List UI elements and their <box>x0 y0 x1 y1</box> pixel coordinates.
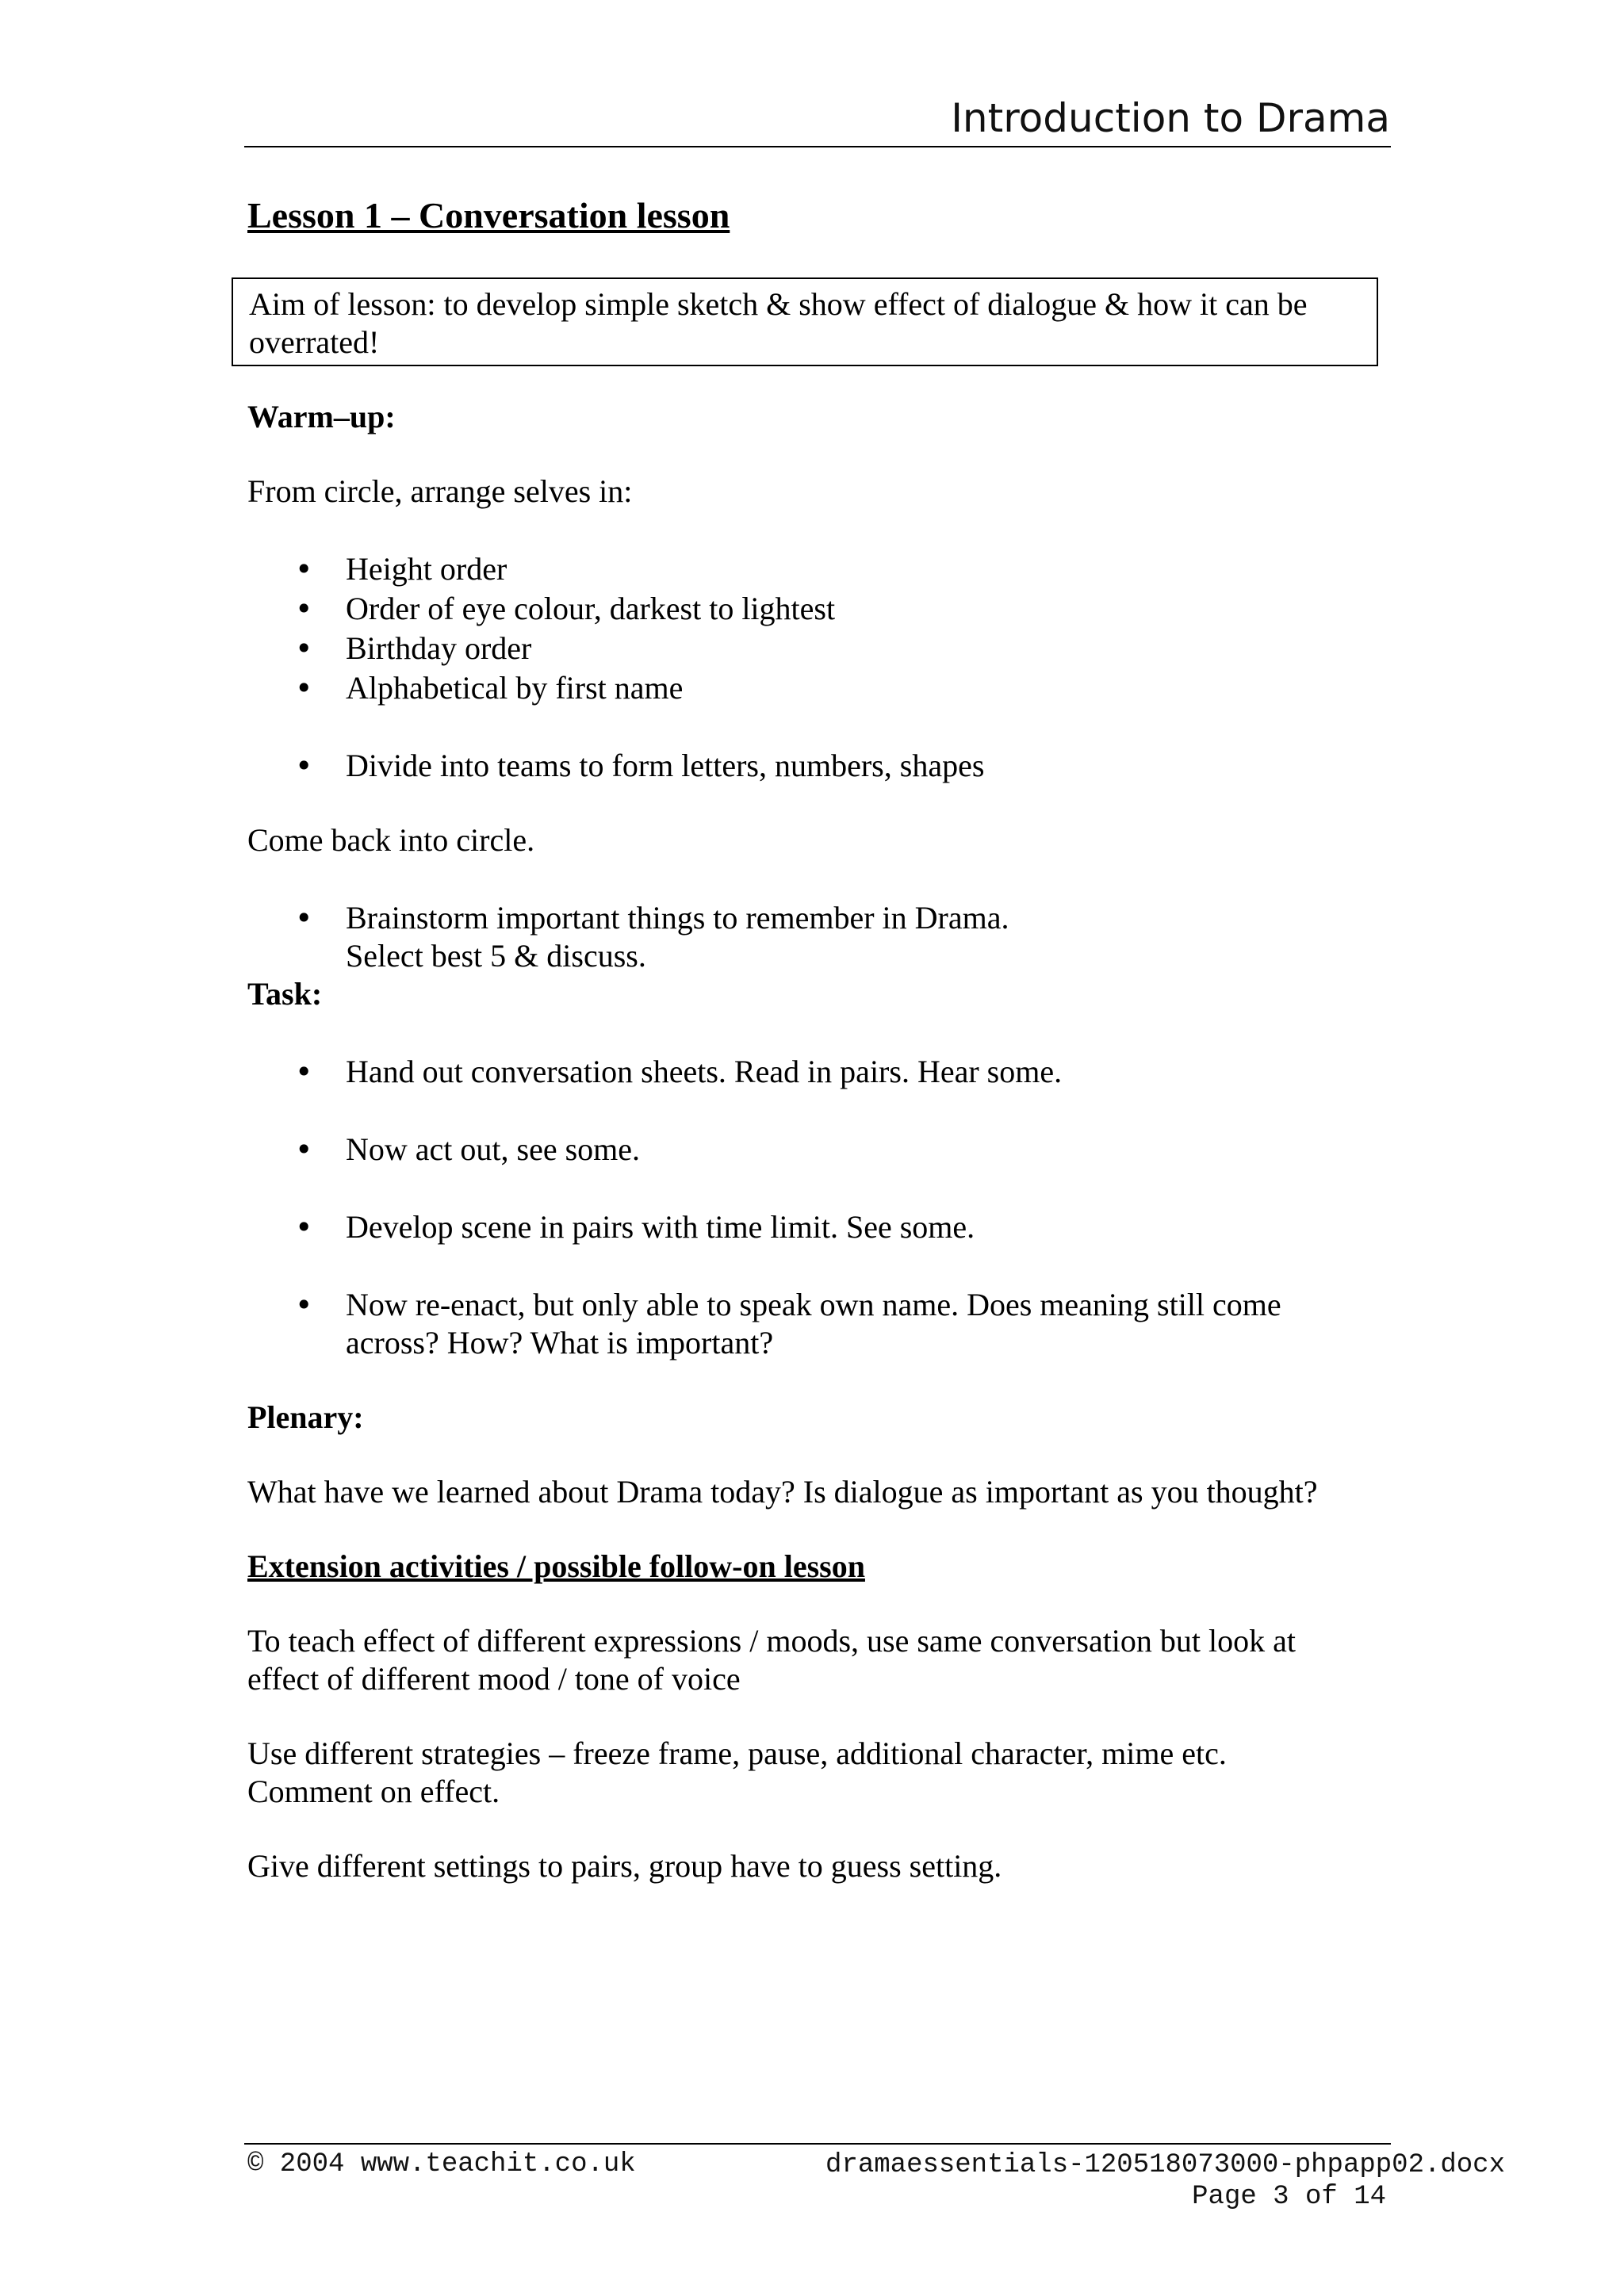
extension-paragraph: Give different settings to pairs, group have to guess setting. <box>247 1848 1002 1884</box>
list-item: • Birthday order <box>247 629 1405 669</box>
list-item <box>247 899 1405 975</box>
list-item: • Height order <box>247 550 1405 590</box>
aim-box <box>232 277 1378 366</box>
extension-heading: Extension activities / possible follow-on lesson <box>247 1548 865 1584</box>
extension-paragraph: To teach effect of different expressions / moods, use same conversation but look at effect of different mood / tone of voice <box>247 1623 1297 1697</box>
brainstorm-line-2: Select best 5 & discuss. <box>346 938 646 974</box>
list-item: • Alphabetical by first name <box>247 669 1405 707</box>
footer-divider <box>244 2143 1391 2145</box>
list-item: • Hand out conversation sheets. Read in pairs. Hear some. <box>247 1053 1405 1091</box>
task-heading: Task: <box>247 976 323 1012</box>
list-item: • Now act out, see some. <box>247 1131 1405 1169</box>
task-list <box>247 1053 1405 1362</box>
come-back-text: Come back into circle. <box>247 822 535 858</box>
footer-filename: dramaessentials-120518073000-phpapp02.docx <box>825 2150 1505 2180</box>
plenary-heading: Plenary: <box>247 1399 364 1435</box>
aim-text: Aim of lesson: to develop simple sketch & show effect of dialogue & how it can be overrated! <box>249 286 1308 360</box>
document-header-title: Introduction to Drama <box>951 95 1390 141</box>
warmup-list <box>247 550 1405 707</box>
plenary-text: What have we learned about Drama today? Is dialogue as important as you thought? <box>247 1474 1318 1510</box>
brainstorm-line-1: • Brainstorm important things to remember in Drama. <box>346 900 1009 936</box>
extension-paragraph: Use different strategies – freeze frame, pause, additional character, mime etc. Comment on effect. <box>247 1735 1227 1809</box>
lesson-title: Lesson 1 – Conversation lesson <box>247 195 730 235</box>
footer-meta <box>825 2149 1505 2213</box>
footer-copyright: © 2004 www.teachit.co.uk <box>247 2149 636 2179</box>
list-item: • Develop scene in pairs with time limit. See some. <box>247 1208 1405 1246</box>
warmup-heading: Warm–up: <box>247 399 396 434</box>
document-body <box>247 197 1405 1885</box>
list-item: • Now re-enact, but only able to speak own name. Does meaning still come across? How? What is important? <box>247 1286 1377 1362</box>
list-item: • Divide into teams to form letters, numbers, shapes <box>247 747 1405 785</box>
header-divider <box>244 146 1391 147</box>
list-item: • Order of eye colour, darkest to lightest <box>247 590 1405 629</box>
warmup-intro: From circle, arrange selves in: <box>247 473 633 509</box>
footer-page-number: Page 3 of 14 <box>1192 2182 1386 2212</box>
